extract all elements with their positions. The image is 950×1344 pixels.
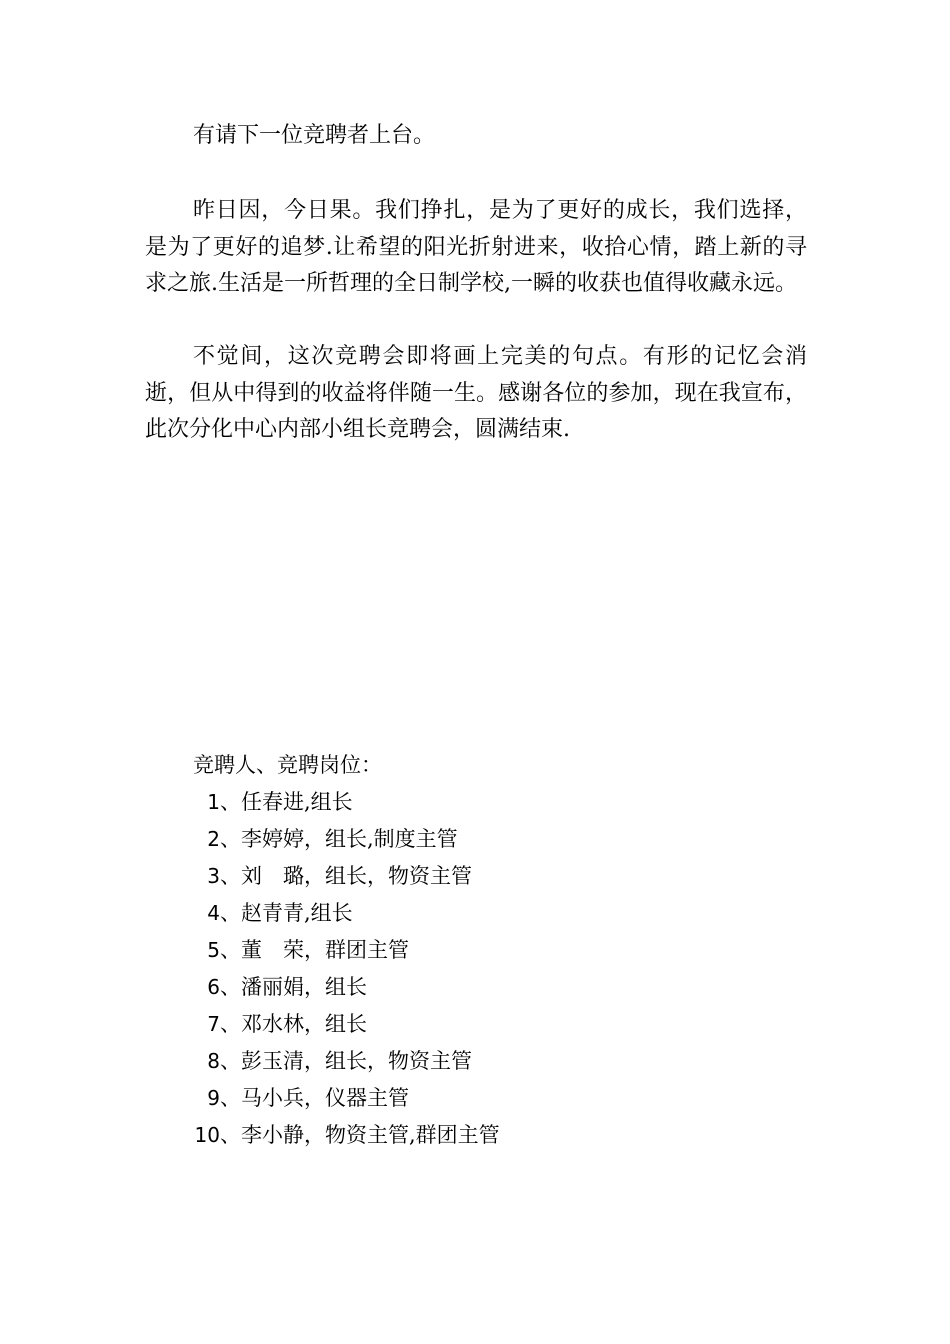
paragraph-reflection: 昨日因，今日果。我们挣扎，是为了更好的成长，我们选择，是为了更好的追梦.让希望的阳光折射进来，收拾心情，踏上新的寻求之旅.生活是一所哲理的全日制学校,一瞬的收获也值得收藏永远。 (145, 198, 807, 296)
paragraph-intro: 有请下一位竞聘者上台。 (193, 123, 436, 148)
list-item (190, 858, 500, 895)
list-item (190, 895, 500, 932)
candidate-list (190, 784, 500, 1154)
list-item-text: 刘 璐，组长，物资主管 (241, 864, 472, 888)
list-item-number: 3 (207, 864, 220, 888)
list-item (190, 969, 500, 1006)
list-item-separator: 、 (220, 827, 241, 851)
list-item-separator: 、 (220, 864, 241, 888)
list-item-number: 7 (207, 1012, 220, 1036)
list-item-number: 10 (194, 1123, 220, 1147)
list-item-text: 赵青青,组长 (241, 901, 353, 925)
list-item-text: 邓水林，组长 (241, 1012, 367, 1036)
list-item-number: 2 (207, 827, 220, 851)
list-item (190, 932, 500, 969)
list-item-number: 6 (207, 975, 220, 999)
list-item (190, 1080, 500, 1117)
list-item-number: 9 (207, 1086, 220, 1110)
list-item-text: 潘丽娟，组长 (241, 975, 367, 999)
list-item (190, 1117, 500, 1154)
list-item-separator: 、 (220, 975, 241, 999)
list-item-number: 8 (207, 1049, 220, 1073)
list-item-text: 李小静，物资主管,群团主管 (241, 1123, 500, 1147)
list-item-separator: 、 (220, 1123, 241, 1147)
list-item-separator: 、 (220, 1086, 241, 1110)
list-item-number: 1 (207, 790, 220, 814)
list-item-number: 4 (207, 901, 220, 925)
list-item-separator: 、 (220, 790, 241, 814)
paragraph-closing: 不觉间，这次竞聘会即将画上完美的句点。有形的记忆会消逝，但从中得到的收益将伴随一生。感谢各位的参加，现在我宣布，此次分化中心内部小组长竞聘会，圆满结束. (145, 344, 807, 442)
list-item-text: 任春进,组长 (241, 790, 353, 814)
list-item-text: 李婷婷，组长,制度主管 (241, 827, 458, 851)
list-item-text: 马小兵，仪器主管 (241, 1086, 409, 1110)
list-item-separator: 、 (220, 901, 241, 925)
list-item-text: 董 荣，群团主管 (241, 938, 409, 962)
list-item-number: 5 (207, 938, 220, 962)
list-item-separator: 、 (220, 938, 241, 962)
list-item-text: 彭玉清，组长，物资主管 (241, 1049, 472, 1073)
list-item (190, 784, 500, 821)
list-item (190, 1006, 500, 1043)
list-item (190, 1043, 500, 1080)
list-item-separator: 、 (220, 1012, 241, 1036)
list-item (190, 821, 500, 858)
candidate-list-heading: 竞聘人、竞聘岗位： (193, 753, 382, 777)
list-item-separator: 、 (220, 1049, 241, 1073)
